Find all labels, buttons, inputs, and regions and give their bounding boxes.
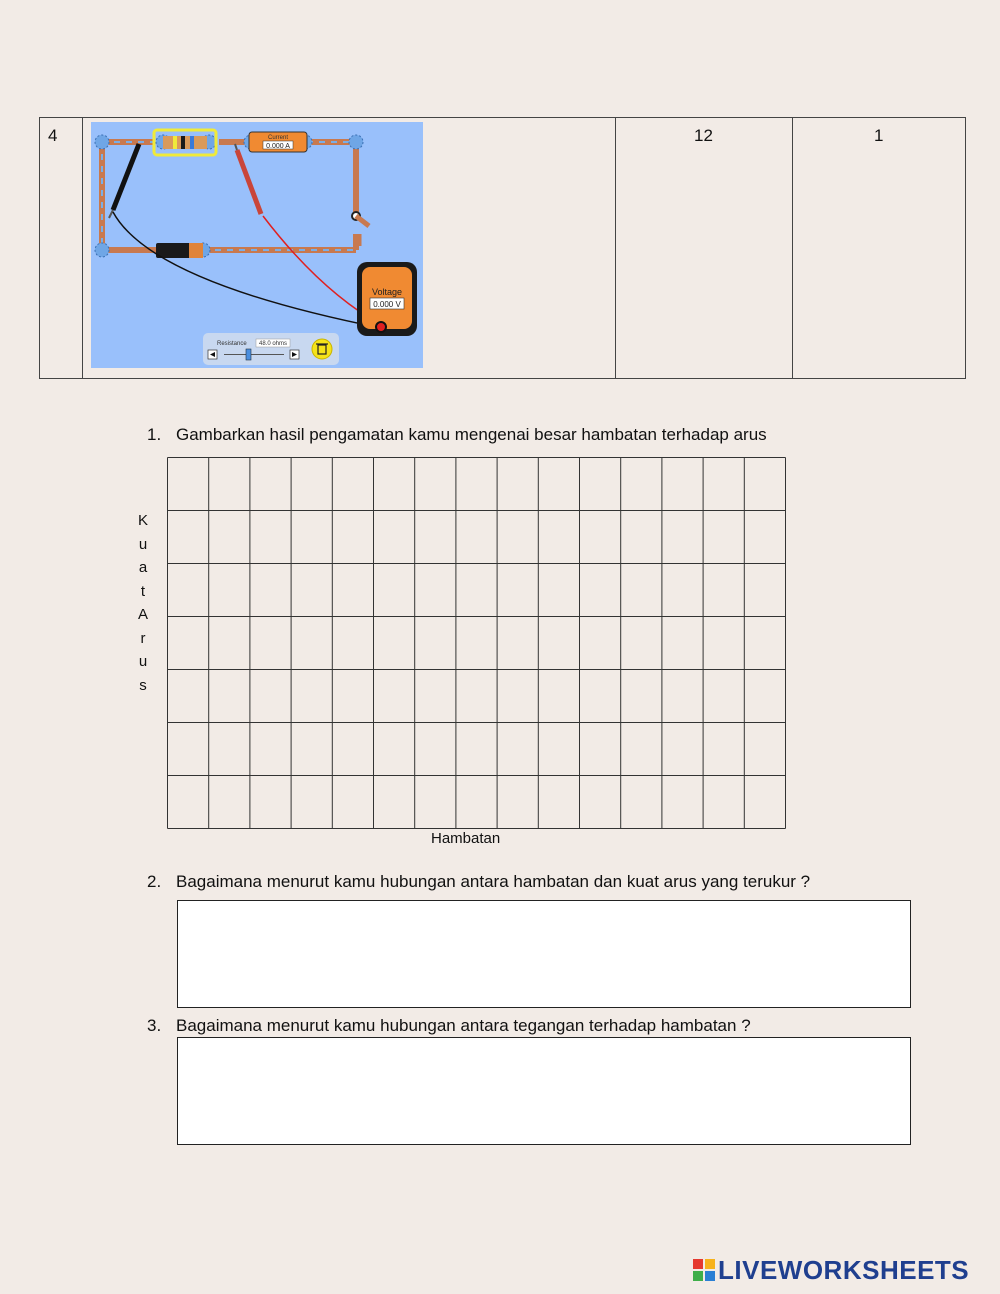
table-divider bbox=[82, 118, 83, 378]
question-1-text: Gambarkan hasil pengamatan kamu mengenai besar hambatan terhadap arus bbox=[176, 425, 767, 444]
voltmeter-title: Voltage bbox=[371, 287, 403, 297]
question-3-number: 3. bbox=[147, 1016, 162, 1035]
question-3 bbox=[147, 1016, 751, 1036]
trash-icon bbox=[312, 339, 332, 359]
row-number: 4 bbox=[48, 126, 58, 145]
y-axis-letter: u bbox=[138, 535, 148, 553]
circuit-diagram bbox=[91, 122, 423, 368]
voltmeter-value: 0.000 V bbox=[373, 300, 401, 309]
y-axis-letter: K bbox=[137, 512, 148, 529]
y-axis-label bbox=[135, 509, 151, 697]
answer-box-3[interactable] bbox=[177, 1037, 911, 1145]
ammeter-value: 0.000 A bbox=[266, 143, 290, 150]
question-1-number: 1. bbox=[147, 425, 162, 444]
resistance-slider-thumb bbox=[246, 349, 251, 360]
logo-text: LIVEWORKSHEETS bbox=[718, 1254, 970, 1285]
y-axis-letter: u bbox=[138, 653, 148, 670]
question-2-number: 2. bbox=[147, 872, 162, 891]
table-divider bbox=[792, 118, 793, 378]
question-2-text: Bagaimana menurut kamu hubungan antara hambatan dan kuat arus yang terukur ? bbox=[176, 872, 811, 891]
y-axis-letter: t bbox=[140, 582, 146, 600]
x-axis-label: Hambatan bbox=[431, 830, 501, 847]
question-1 bbox=[147, 425, 767, 445]
value-cell-1: 12 bbox=[694, 126, 713, 145]
answer-box-2[interactable] bbox=[177, 900, 911, 1008]
table-divider bbox=[615, 118, 616, 378]
grid-lines bbox=[167, 457, 787, 830]
ammeter-title: Current bbox=[267, 135, 289, 141]
y-axis-letter: s bbox=[139, 676, 147, 694]
resistance-value: 48.0 ohms bbox=[258, 341, 288, 347]
circuit-simulation-image bbox=[91, 122, 423, 368]
y-axis-letter: r bbox=[140, 629, 146, 647]
logo-blocks-icon bbox=[693, 1259, 715, 1281]
question-3-text: Bagaimana menurut kamu hubungan antara tegangan terhadap hambatan ? bbox=[176, 1016, 751, 1035]
graph-grid bbox=[167, 457, 786, 829]
liveworksheets-logo bbox=[693, 1256, 969, 1284]
y-axis-letter: a bbox=[138, 559, 148, 576]
value-cell-2: 1 bbox=[874, 126, 884, 145]
question-2 bbox=[147, 872, 811, 892]
y-axis-letter: A bbox=[137, 606, 148, 623]
resistance-label: Resistance bbox=[217, 341, 247, 347]
